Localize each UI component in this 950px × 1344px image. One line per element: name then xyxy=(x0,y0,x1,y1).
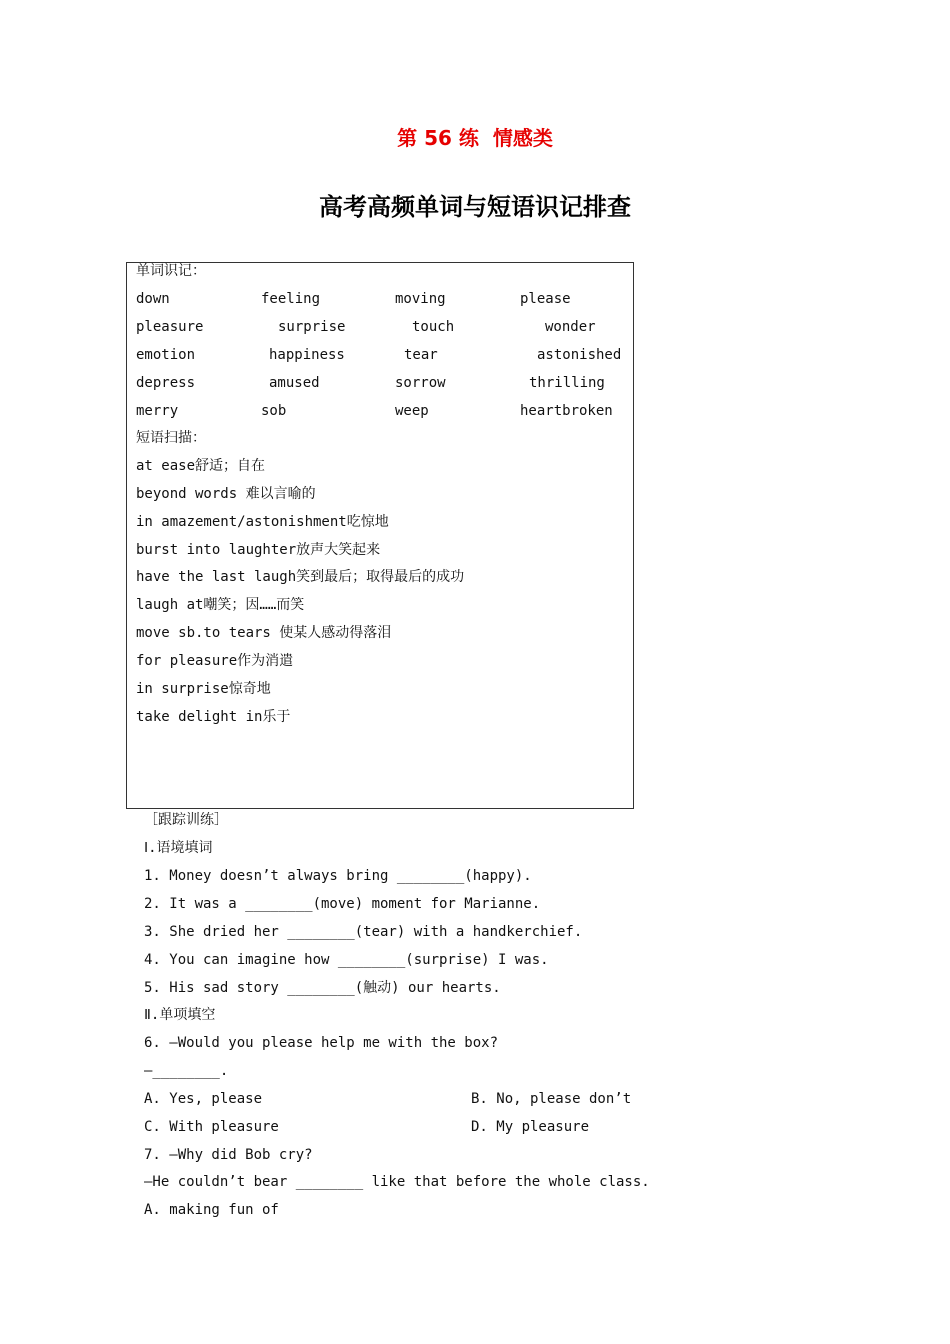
phrase-item: beyond words 难以言喻的 xyxy=(136,486,316,502)
phrase-item: laugh at嘲笑；因……而笑 xyxy=(136,597,305,613)
phrase-item: move sb.to tears 使某人感动得落泪 xyxy=(136,625,392,641)
section-heading: Ⅱ.单项填空 xyxy=(144,1007,216,1023)
word-cell: happiness xyxy=(269,347,345,363)
word-cell: weep xyxy=(395,403,429,419)
page-title: 高考高频单词与短语识记排查 xyxy=(319,193,631,221)
lesson-title: 第 56 练 情感类 xyxy=(397,126,553,150)
question-line: —He couldn’t bear ________ like that before the whole class. xyxy=(144,1174,650,1190)
word-cell: wonder xyxy=(545,319,596,335)
question-stem: 7. —Why did Bob cry? xyxy=(144,1147,313,1163)
word-cell: emotion xyxy=(136,347,196,363)
fill-item: 5. His sad story ________(触动) our hearts. xyxy=(144,980,501,996)
fill-item: 4. You can imagine how ________(surprise) I was. xyxy=(144,952,549,968)
fill-item: 2. It was a ________(move) moment for Marianne. xyxy=(144,896,541,912)
word-cell: touch xyxy=(412,319,455,335)
fill-item: 3. She dried her ________(tear) with a handkerchief. xyxy=(144,924,583,940)
phrase-item: in amazement/astonishment吃惊地 xyxy=(136,514,389,530)
option-a: A. Yes, please xyxy=(144,1091,263,1107)
word-cell: please xyxy=(520,291,571,307)
word-cell: amused xyxy=(269,375,320,391)
word-cell: merry xyxy=(136,403,179,419)
answer-blank: —________. xyxy=(144,1063,229,1079)
word-cell: tear xyxy=(404,347,438,363)
option-b: B. No, please don’t xyxy=(471,1091,632,1107)
word-cell: sorrow xyxy=(395,375,446,391)
word-cell: moving xyxy=(395,291,446,307)
section-heading: Ⅰ.语境填词 xyxy=(144,840,213,856)
word-cell: depress xyxy=(136,375,196,391)
words-heading: 单词识记： xyxy=(136,263,206,279)
vocab-box xyxy=(126,262,634,809)
word-cell: heartbroken xyxy=(520,403,613,419)
phrase-item: have the last laugh笑到最后；取得最后的成功 xyxy=(136,569,465,585)
word-cell: thrilling xyxy=(529,375,605,391)
word-cell: sob xyxy=(261,403,287,419)
phrase-item: at ease舒适；自在 xyxy=(136,458,266,474)
option-c: C. With pleasure xyxy=(144,1119,279,1135)
phrase-item: for pleasure作为消遣 xyxy=(136,653,294,669)
word-cell: surprise xyxy=(278,319,346,335)
phrase-item: burst into laughter放声大笑起来 xyxy=(136,542,381,558)
question-stem: 6. —Would you please help me with the box? xyxy=(144,1035,499,1051)
option-d: D. My pleasure xyxy=(471,1119,590,1135)
word-cell: pleasure xyxy=(136,319,204,335)
tracking-heading: ［跟踪训练］ xyxy=(144,812,228,828)
fill-item: 1. Money doesn’t always bring ________(happy). xyxy=(144,868,532,884)
word-cell: feeling xyxy=(261,291,321,307)
option-a: A. making fun of xyxy=(144,1202,279,1218)
word-cell: astonished xyxy=(537,347,622,363)
word-cell: down xyxy=(136,291,170,307)
phrase-item: in surprise惊奇地 xyxy=(136,681,271,697)
phrase-item: take delight in乐于 xyxy=(136,709,291,725)
phrases-heading: 短语扫描： xyxy=(136,430,206,446)
